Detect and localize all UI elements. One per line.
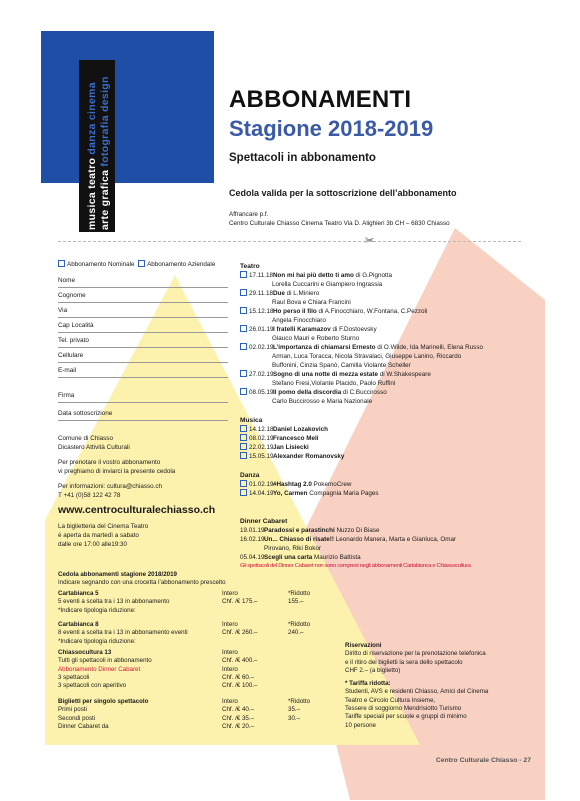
riservazioni-line: e il ritiro dei biglietti la sera dello spettacolo [345, 658, 463, 666]
event-date: 26.01.19 [249, 326, 274, 333]
dinner-note: Gli spettacoli del Dinner Cabaret non sono compresi negli abbonamenti Cartabianca e Chiassocultura [240, 563, 471, 569]
event-details: di C.Buccirosso [341, 389, 387, 396]
field-via[interactable]: Via [58, 305, 228, 318]
event-row [240, 480, 495, 489]
pricing-line: Tutti gli spettacoli in abbonamento [58, 657, 152, 665]
event-checkbox[interactable] [240, 489, 247, 496]
event-row [240, 388, 495, 397]
label-aziendale: Abbonamento Aziendale [147, 261, 216, 268]
event-row [240, 425, 495, 434]
event-title: L’importanza di chiamarsi Ernesto [273, 344, 376, 351]
event-date: 29.11.18 [249, 290, 274, 297]
event-cast: Stefano Fresi,Violante Placido, Paolo Ruffini [272, 380, 396, 387]
event-title: Il pomo della discordia [273, 389, 342, 396]
field-nome[interactable]: Nome [58, 275, 228, 288]
season-title: Stagione 2018-2019 [229, 116, 434, 141]
event-date: 27.02.19 [249, 371, 274, 378]
event-title: Francesco Meli [273, 435, 319, 442]
event-checkbox[interactable] [240, 425, 247, 432]
riservazioni-title: Riservazioni [345, 642, 382, 649]
event-details: PokemoCrew [311, 481, 352, 488]
event-row [240, 289, 495, 298]
field-cognome[interactable]: Cognome [58, 290, 228, 303]
event-row [240, 489, 495, 498]
event-title: #Hashtag 2.0 [273, 481, 312, 488]
affrancare-text: Affrancare p.f. [229, 211, 269, 218]
event-title: Alexander Romanovsky [273, 453, 345, 460]
page-footer: Centro Culturale Chiasso - 27 [435, 757, 531, 764]
tagline-word: cinema [86, 82, 98, 121]
danza-list [240, 480, 495, 498]
riservazioni-line: Diritto di riservazione per la prenotazione telefonica [345, 650, 486, 658]
price-value: 240.– [288, 629, 304, 637]
price-value: Chf. /€ 20.– [222, 722, 254, 730]
event-title: Sogno di una notte di mezza estate [273, 371, 378, 378]
event-date: 01.02.19 [249, 481, 274, 488]
price-value: Chf. /€ 40.– [222, 706, 254, 714]
dinner-list [240, 526, 530, 562]
section-teatro: Teatro [240, 263, 260, 270]
event-checkbox[interactable] [240, 271, 247, 278]
tariffa-line: Teatro e Circolo Cultura Insieme, [345, 696, 436, 704]
pricing-col-intero [222, 698, 254, 731]
event-date: 15.05.19 [249, 453, 274, 460]
event-title: Yo, Carmen [273, 490, 308, 497]
tagline-word: design [99, 76, 111, 112]
tagline-word: danza [86, 120, 98, 155]
tariffa-line: Studenti, AVS e residenti Chiasso, Amici del Cinema [345, 688, 489, 696]
pricing-col-intero [222, 649, 257, 690]
price-value: *Ridotto [288, 590, 311, 597]
event-cast: Carlo Buccirosso e Maria Nazionale [272, 398, 373, 405]
price-value: 30.– [288, 714, 301, 722]
event-details: Leonardo Manera, Marta e Gianluca, Omar [333, 536, 457, 543]
contact-block [58, 434, 175, 501]
event-title: Non mi hai più detto ti amo [273, 272, 354, 279]
cedola-heading: Cedola valida per la sottoscrizione dell’abbonamento [229, 188, 457, 198]
page-title: ABBONAMENTI [229, 86, 412, 113]
pricing-line: *Indicare tipologia riduzione: [58, 606, 136, 614]
event-date: 17.11.18 [249, 272, 274, 279]
event-checkbox[interactable] [240, 434, 247, 441]
prenotare-text-1: Per prenotare il vostro abbonamento [58, 459, 161, 467]
event-row [240, 370, 495, 379]
event-date: 19.01.19 [240, 527, 265, 534]
event-details: di A.Finocchiaro, W.Fontana, C.Pezzoli [316, 308, 428, 315]
pricing-title: Cartabianca 8 [58, 621, 99, 628]
pricing-header [58, 571, 226, 588]
price-value: Intero [222, 649, 238, 656]
event-title: Due [273, 290, 285, 297]
event-row [240, 553, 530, 562]
event-checkbox[interactable] [240, 370, 247, 377]
pricing-line: 3 spettacoli con aperitivo [58, 682, 127, 690]
pricing-title: Chiassocultura 13 [58, 649, 112, 656]
pricing-title: Biglietti per singolo spettacolo [58, 698, 149, 705]
tariffa-line: Tessere di soggiorno Mendrisiotto Turismo [345, 705, 462, 713]
scissors-icon: ✂ [365, 235, 375, 247]
tagline-word: arte [99, 206, 111, 230]
pricing-line: Secondi posti [58, 714, 96, 722]
event-cast: Pirovano, Riki Bokor [264, 545, 322, 552]
field-cap[interactable]: Cap Località [58, 320, 228, 333]
info-phone: T +41 (0)58 122 42 78 [58, 492, 121, 500]
field-data-sottoscrizione[interactable]: Data sottoscrizione [58, 408, 228, 421]
section-danza: Danza [240, 472, 260, 479]
event-details: Compagnia Maria Pages [307, 490, 379, 497]
price-value: Intero [222, 590, 238, 597]
pricing-line: *Indicare tipologia riduzione: [58, 637, 136, 645]
website-link[interactable]: www.centroculturalechiasso.ch [58, 504, 216, 516]
event-cast: Raul Bova e Chiara Francini [272, 299, 351, 306]
event-row [240, 307, 495, 316]
event-details: di G.Pignotta [353, 272, 392, 279]
price-value: Intero [222, 665, 238, 673]
pricing-line: Abbonamento Dinner Cabaret [58, 665, 141, 673]
event-checkbox[interactable] [240, 289, 247, 296]
bigl-line-3: dalle ore 17:00 alle19:30 [58, 541, 127, 549]
vertical-tagline [86, 76, 112, 230]
event-cast: Arman, Luca Toracca, Nicola Stravalaci, Giuseppe Lanino, Riccardo [272, 353, 462, 360]
event-checkbox[interactable] [240, 452, 247, 459]
event-checkbox[interactable] [240, 307, 247, 314]
event-title: Scegli una carta [264, 554, 313, 561]
price-value: 155.– [288, 598, 304, 606]
event-date: 05.04.19 [240, 554, 265, 561]
event-details: Nuzzo Di Biase [334, 527, 380, 534]
cut-line [58, 241, 521, 242]
event-title: Daniel Lozakovich [273, 426, 328, 433]
bigl-line-1: La biglietteria del Cinema Teatro [58, 523, 149, 530]
price-value: Chf. /€ 35.– [222, 714, 254, 722]
event-details: di F.Dostoevsky [330, 326, 377, 333]
event-title: Paradossi e parastinchi [264, 527, 335, 534]
pricing-col-ridotto [288, 590, 310, 607]
event-row [240, 452, 495, 461]
event-date: 16.02.19 [240, 536, 265, 543]
riservazioni-block [345, 642, 545, 730]
event-row [240, 325, 495, 334]
event-cast: Buffonini, Cinzia Spanò, Camilla Violante Scheller [272, 362, 411, 369]
price-value: Chf. /€ 400.– [222, 657, 258, 665]
teatro-list [240, 271, 495, 406]
page-subtitle: Spettacoli in abbonamento [229, 152, 376, 164]
address-text: Centro Culturale Chiasso Cinema Teatro Via D. Alighieri 3b CH – 6830 Chiasso [229, 220, 450, 228]
dicastero-text: Dicastero Attività Culturali [58, 444, 130, 452]
tagline-word: grafica [99, 166, 111, 207]
pricing-line: 5 eventi a scelta tra i 13 in abbonamento [58, 598, 170, 606]
pricing-col-intero [222, 621, 257, 638]
checkbox-aziendale[interactable] [138, 260, 145, 267]
info-email: Per informazioni: cultura@chiasso.ch [58, 483, 163, 491]
blue-block [41, 31, 214, 183]
event-checkbox[interactable] [240, 343, 247, 350]
tagline-line-2 [99, 76, 112, 230]
comune-text: Comune di Chiasso [58, 435, 113, 442]
tagline-word: teatro [86, 154, 98, 189]
event-row [240, 526, 530, 535]
tagline-word: fotografia [99, 111, 111, 167]
program-musica [240, 416, 495, 461]
pricing-head-2: Indicare segnando con una crocetta l’abbonamento prescelto [58, 579, 226, 587]
event-checkbox[interactable] [240, 480, 247, 487]
prenotare-text-2: vi preghiamo di inviarci la presente cedola [58, 468, 176, 476]
event-row [240, 535, 530, 544]
program-danza [240, 471, 495, 498]
ticket-office-hours [58, 522, 148, 549]
event-details: di O.Wilde, Ida Marinelli, Elena Russo [375, 344, 483, 351]
subscription-type [58, 260, 215, 269]
event-date: 22.02.19 [249, 444, 274, 451]
event-row [240, 443, 495, 452]
event-details: di W.Shakespeare [377, 371, 431, 378]
pricing-line: Primi posti [58, 706, 87, 714]
event-row [240, 343, 495, 352]
price-value: Chf. /€ 60.– [222, 673, 254, 681]
section-musica: Musica [240, 417, 263, 424]
price-value: *Ridotto [288, 621, 311, 628]
tariffa-line: Tariffe speciali per scuole e gruppi di minimo [345, 713, 467, 721]
pricing-block [58, 649, 152, 690]
riservazioni-line: CHF 2.– (a biglietto) [345, 666, 401, 674]
price-value: Chf. /€ 175.– [222, 598, 258, 606]
pricing-head-1: Cedola abbonamenti stagione 2018/2019 [58, 571, 177, 578]
event-date: 08.02.19 [249, 435, 274, 442]
event-checkbox[interactable] [240, 388, 247, 395]
program-dinner [240, 517, 530, 570]
tariffa-title: * Tariffa ridotta: [345, 680, 391, 688]
price-value: Chf. /€ 100.– [222, 682, 258, 690]
price-value: Intero [222, 698, 238, 705]
price-value: Intero [222, 621, 238, 628]
price-value: Chf. /€ 260.– [222, 629, 258, 637]
event-cast: Angela Finocchiaro [272, 317, 326, 324]
pricing-block [58, 590, 169, 615]
event-date: 08.05.19 [249, 389, 274, 396]
tagline-word: musica [86, 188, 98, 230]
event-title: Ho perso il filo [273, 308, 317, 315]
pricing-line: 8 eventi a scelta tra i 13 in abbonamento eventi [58, 629, 188, 637]
field-cellulare[interactable]: Cellulare [58, 350, 228, 363]
event-row [240, 434, 495, 443]
field-tel[interactable]: Tel. privato [58, 335, 228, 348]
price-value: 35.– [288, 706, 301, 714]
pricing-block [58, 621, 188, 646]
bigl-line-2: è aperta da martedì a sabato [58, 532, 139, 540]
field-firma[interactable]: Firma [58, 390, 228, 403]
checkbox-nominale[interactable] [58, 260, 65, 267]
event-checkbox[interactable] [240, 443, 247, 450]
event-title: Jan Lisiecki [273, 444, 309, 451]
tariffa-line: 10 persone [345, 721, 376, 729]
label-nominale: Abbonamento Nominale [67, 261, 135, 268]
pricing-line: Dinner Cabaret da [58, 722, 109, 730]
event-cast: Glauco Mauri e Roberto Sturno [272, 335, 360, 342]
pricing-title: Cartabianca 5 [58, 590, 99, 597]
price-value: *Ridotto [288, 698, 311, 705]
tagline-line-1 [86, 76, 99, 230]
event-checkbox[interactable] [240, 325, 247, 332]
event-date: 14.04.19 [249, 490, 274, 497]
pricing-block [58, 698, 148, 731]
pricing-col-intero [222, 590, 257, 607]
pricing-col-ridotto [288, 621, 310, 638]
event-date: 02.02.19 [249, 344, 274, 351]
program-teatro [240, 262, 495, 406]
musica-list [240, 425, 495, 461]
event-date: 15.12.18 [249, 308, 274, 315]
section-dinner: Dinner Cabaret [240, 518, 288, 525]
field-email[interactable]: E-mail [58, 365, 228, 378]
event-details: di L.Miniero [284, 290, 320, 297]
event-cast: Lorella Cuccarini e Giampiero Ingrassia [272, 281, 383, 288]
event-date: 14.12.18 [249, 426, 274, 433]
mailing-address [229, 210, 450, 228]
event-title: Un... Chiasso di risate!! [264, 536, 334, 543]
pricing-line: 3 spettacoli [58, 673, 90, 681]
event-row [240, 271, 495, 280]
event-details: Maurizio Battista [312, 554, 361, 561]
pricing-col-ridotto [288, 698, 310, 723]
event-title: I fratelli Karamazov [273, 326, 331, 333]
